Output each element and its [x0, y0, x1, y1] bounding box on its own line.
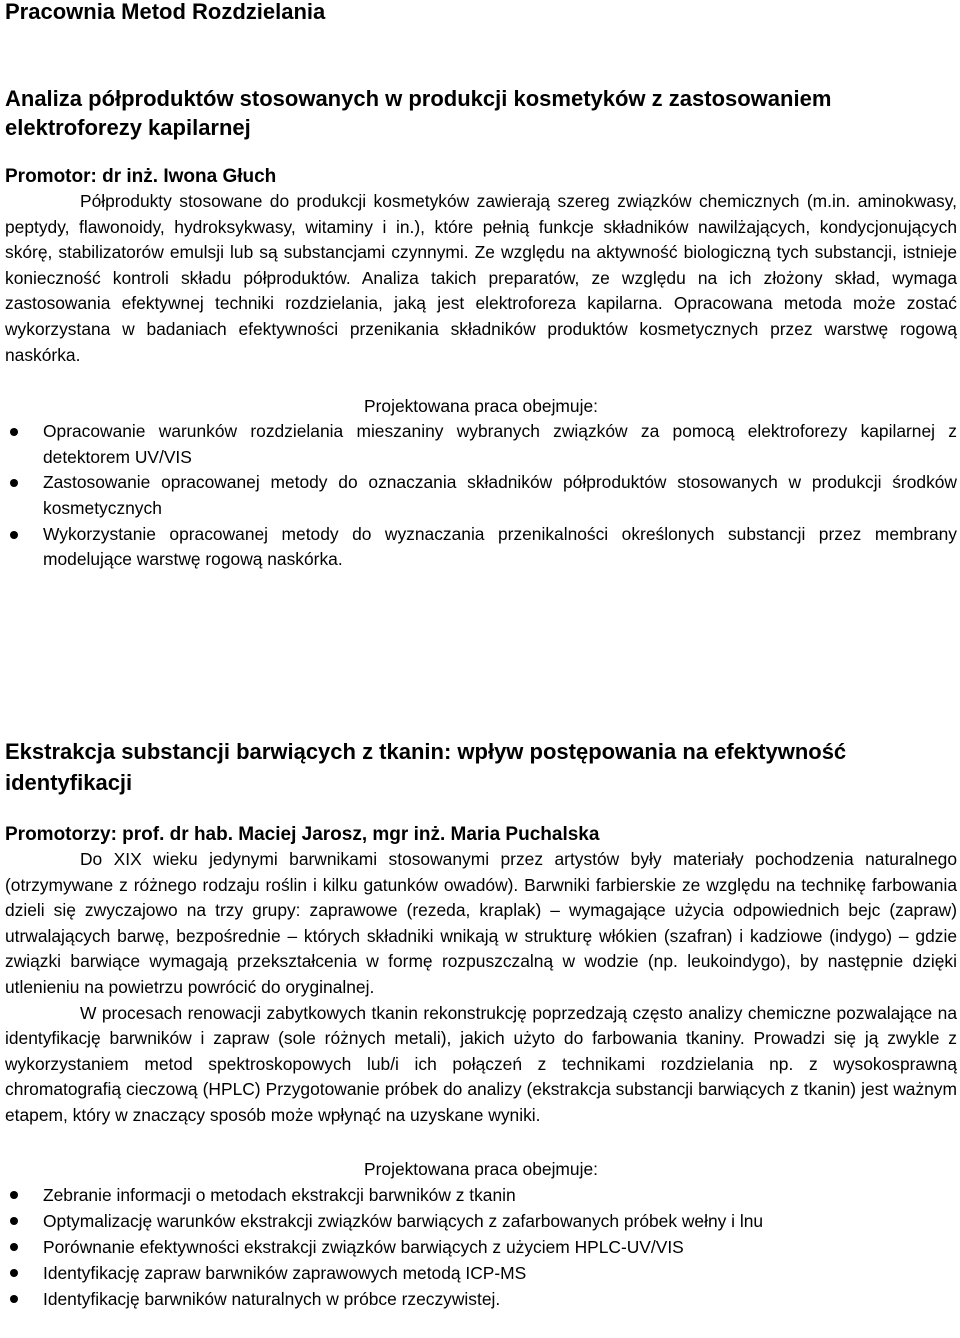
description-paragraph: W procesach renowacji zabytkowych tkanin rekonstrukcję poprzedzają często analizy chemiczne pozwalające na identyfikację barwników i zapraw (sole różnych metali), jakich użyto do farbowania tkaniny. Prowadzi się ją zwykle z wykorzystaniem metod spektroskopowych lub/i ich połączeń z technikami rozdzielania np. z wysokosprawną chromatografią cieczową (HPLC) Przygotowanie próbek do analizy (ekstrakcja substancji barwiących z tkanin) jest ważnym etapem, który w znaczący sposób może wpłynąć na uzyskane wyniki. — [5, 1002, 957, 1125]
list-item — [5, 1286, 957, 1312]
list-item-text: Wykorzystanie opracowanej metody do wyznaczania przenikalności określonych substancji przez membrany modelujące warstwę rogową naskórka. — [43, 523, 957, 570]
list-item-text: Optymalizację warunków ekstrakcji związków barwiących z zafarbowanych próbek wełny i lnu — [43, 1210, 764, 1231]
promotor-line: Promotor: dr inż. Iwona Głuch — [5, 166, 277, 187]
scope-heading: Projektowana praca obejmuje: — [364, 1158, 598, 1179]
list-item-text: Zastosowanie opracowanej metody do oznaczania składników półproduktów stosowanych w produkcji środków kosmetycznych — [43, 472, 957, 518]
list-item — [5, 1182, 957, 1208]
thesis-section-dye-extraction — [5, 736, 957, 1312]
bullet-icon — [10, 1243, 18, 1251]
thesis-section-capillary-electrophoresis — [5, 84, 957, 573]
promotor-line: Promotorzy: prof. dr hab. Maciej Jarosz, mgr inż. Maria Puchalska — [5, 824, 600, 845]
description-paragraph: Półprodukty stosowane do produkcji kosmetyków zawierają szereg związków chemicznych (m.in. aminokwasy, peptydy, flawonoidy, hydroksykwasy, witaminy i in.), które pełnią funkcje składników nawilżających, kondycjonujących skórę, stabilizatorów emulsji lub są substancjami czynnymi. Ze względu na aktywność biologiczną tych substancji, istnieje konieczność kontroli składu półproduktów. Analiza takich preparatów, ze względu na ich złożony skład, wymaga zastosowania efektywnej techniki rozdzielania, jaką jest elektroforeza kapilarna. Opracowana metoda może zostać wykorzystana w badaniach efektywności przenikania składników produktów kosmetycznych przez warstwę rogową naskórka. — [5, 191, 957, 365]
list-item-text: Opracowanie warunków rozdzielania mieszaniny wybranych związków za pomocą elektroforezy kapilarnej z detektorem UV/VIS — [43, 421, 957, 467]
list-item — [5, 1260, 957, 1286]
list-item-text: Zebranie informacji o metodach ekstrakcji barwników z tkanin — [43, 1184, 516, 1205]
list-item-text: Porównanie efektywności ekstrakcji związków barwiących z użyciem HPLC-UV/VIS — [43, 1236, 684, 1257]
bullet-icon — [10, 479, 18, 487]
scope-list — [5, 419, 957, 573]
scope-list — [5, 1182, 957, 1312]
thesis-title: Analiza półproduktów stosowanych w produkcji kosmetyków z zastosowaniem elektroforezy kapilarnej — [5, 86, 832, 140]
list-item — [5, 1208, 957, 1234]
list-item-text: Identyfikację zapraw barwników zaprawowych metodą ICP-MS — [43, 1262, 527, 1283]
list-item — [5, 1234, 957, 1260]
scope-heading: Projektowana praca obejmuje: — [364, 396, 598, 417]
bullet-icon — [10, 531, 18, 539]
lab-title: Pracownia Metod Rozdzielania — [5, 0, 326, 24]
list-item-text: Identyfikację barwników naturalnych w próbce rzeczywistej. — [43, 1288, 501, 1309]
bullet-icon — [10, 1269, 18, 1277]
bullet-icon — [10, 1295, 18, 1303]
bullet-icon — [10, 1191, 18, 1199]
list-item — [5, 522, 957, 573]
bullet-icon — [10, 428, 18, 436]
list-item — [5, 419, 957, 470]
list-item — [5, 470, 957, 521]
description-paragraph: Do XIX wieku jedynymi barwnikami stosowanymi przez artystów były materiały pochodzenia naturalnego (otrzymywane z różnego rodzaju roślin i kilku gatunków owadów). Barwniki farbierskie ze względu na technikę farbowania dzieli się zwyczajowo na trzy grupy: zaprawowe (rezeda, kraplak) – wymagające użycia odpowiednich bejc (zapraw) utrwalających barwę, bezpośrednie – których składniki wnikają w strukturę włókien (szafran) i kadziowe (indygo) – gdzie związki barwiące wymagają przekształcenia w formę rozpuszczalną w wodzie (np. leukoindygo), by następnie dzięki utlenieniu na powietrzu powrócić do oryginalnej. — [5, 849, 957, 997]
thesis-title: Ekstrakcja substancji barwiących z tkanin: wpływ postępowania na efektywność identyfikacji — [5, 739, 847, 795]
bullet-icon — [10, 1217, 18, 1225]
